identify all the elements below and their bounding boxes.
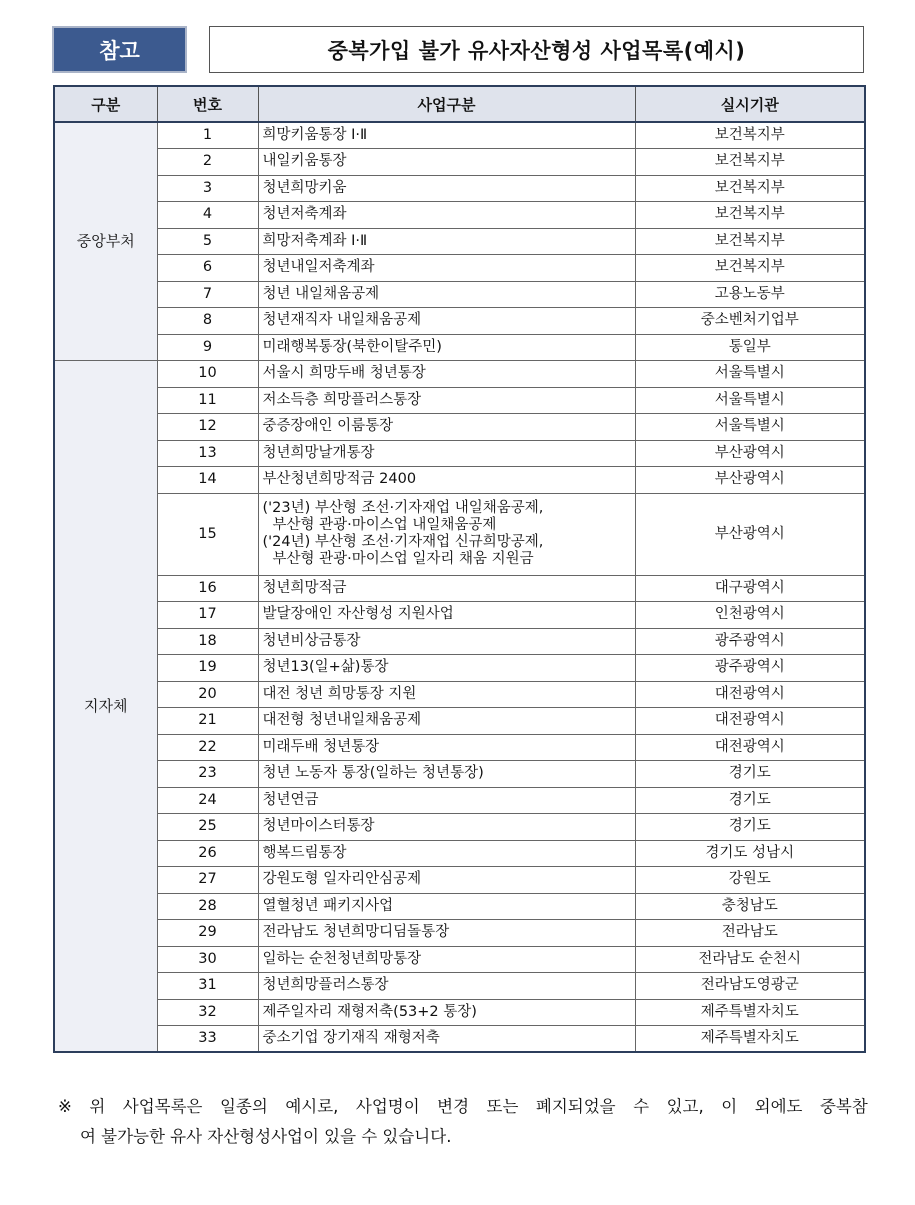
row-number: 25 [157, 814, 258, 841]
agency-name: 경기도 성남시 [635, 840, 865, 867]
table-body [54, 122, 865, 1052]
row-number: 23 [157, 761, 258, 788]
footnote-word: 폐지되었을 [535, 1097, 616, 1116]
table-row [54, 946, 865, 973]
agency-name: 부산광역시 [635, 440, 865, 467]
agency-name: 보건복지부 [635, 228, 865, 255]
program-name: 청년희망적금 [258, 575, 635, 602]
agency-name: 고용노동부 [635, 281, 865, 308]
row-number: 12 [157, 414, 258, 441]
page-header [52, 26, 864, 73]
table-row [54, 149, 865, 176]
agency-name: 서울특별시 [635, 414, 865, 441]
column-header-category: 구분 [54, 86, 157, 122]
row-number: 21 [157, 708, 258, 735]
table-row [54, 761, 865, 788]
footnote-word: 변경 [437, 1097, 470, 1116]
table-row [54, 999, 865, 1026]
row-number: 19 [157, 655, 258, 682]
program-name: 청년저축계좌 [258, 202, 635, 229]
agency-name: 대전광역시 [635, 681, 865, 708]
row-number: 11 [157, 387, 258, 414]
agency-name: 전라남도영광군 [635, 973, 865, 1000]
row-number: 10 [157, 361, 258, 388]
agency-name: 경기도 [635, 814, 865, 841]
row-number: 2 [157, 149, 258, 176]
program-name: 중소기업 장기재직 재형저축 [258, 1026, 635, 1053]
program-name: 강원도형 일자리안심공제 [258, 867, 635, 894]
row-number: 30 [157, 946, 258, 973]
agency-name: 전라남도 순천시 [635, 946, 865, 973]
program-name: 제주일자리 재형저축(53+2 통장) [258, 999, 635, 1026]
agency-name: 광주광역시 [635, 628, 865, 655]
footnote-word: 있고, [666, 1097, 704, 1116]
table-row [54, 493, 865, 575]
agency-name: 제주특별자치도 [635, 999, 865, 1026]
program-name: 청년 노동자 통장(일하는 청년통장) [258, 761, 635, 788]
agency-name: 충청남도 [635, 893, 865, 920]
program-name: 청년희망키움 [258, 175, 635, 202]
footnote-word: ※ [58, 1097, 72, 1116]
table-row [54, 308, 865, 335]
table-row [54, 281, 865, 308]
table-row [54, 973, 865, 1000]
agency-name: 보건복지부 [635, 255, 865, 282]
agency-name: 중소벤처기업부 [635, 308, 865, 335]
row-number: 5 [157, 228, 258, 255]
program-name: 청년희망날개통장 [258, 440, 635, 467]
row-number: 15 [157, 493, 258, 575]
program-name: 대전형 청년내일채움공제 [258, 708, 635, 735]
table-row [54, 361, 865, 388]
column-header-number: 번호 [157, 86, 258, 122]
program-name-line: 부산형 관광·마이스업 일자리 채움 지원금 [272, 551, 534, 567]
program-name: 청년 내일채움공제 [258, 281, 635, 308]
footnote-line-1 [58, 1092, 868, 1122]
row-number: 4 [157, 202, 258, 229]
program-name: 청년13(일+삶)통장 [258, 655, 635, 682]
agency-name: 보건복지부 [635, 175, 865, 202]
table-row [54, 840, 865, 867]
program-name: 전라남도 청년희망디딤돌통장 [258, 920, 635, 947]
row-number: 8 [157, 308, 258, 335]
agency-name: 인천광역시 [635, 602, 865, 629]
table-row [54, 122, 865, 149]
program-name: 미래두배 청년통장 [258, 734, 635, 761]
agency-name: 대구광역시 [635, 575, 865, 602]
program-name: 대전 청년 희망통장 지원 [258, 681, 635, 708]
program-name-line: ('23년) 부산형 조선·기자재업 내일채움공제, [262, 500, 544, 516]
column-header-agency: 실시기관 [635, 86, 865, 122]
agency-name: 경기도 [635, 761, 865, 788]
table-row [54, 787, 865, 814]
program-name: 발달장애인 자산형성 지원사업 [258, 602, 635, 629]
footnote-word: 사업목록은 [122, 1097, 203, 1116]
footnote-word: 수 [633, 1097, 650, 1116]
footnote-word: 중복참 [819, 1097, 868, 1116]
table-row [54, 334, 865, 361]
row-number: 1 [157, 122, 258, 149]
table-row [54, 920, 865, 947]
program-name: 청년마이스터통장 [258, 814, 635, 841]
agency-name: 서울특별시 [635, 387, 865, 414]
agency-name: 보건복지부 [635, 202, 865, 229]
program-name: 희망저축계좌 Ⅰ·Ⅱ [258, 228, 635, 255]
row-number: 17 [157, 602, 258, 629]
page-title: 중복가입 불가 유사자산형성 사업목록(예시) [209, 26, 864, 73]
agency-name: 제주특별자치도 [635, 1026, 865, 1053]
row-number: 18 [157, 628, 258, 655]
program-name: 부산청년희망적금 2400 [258, 467, 635, 494]
row-number: 9 [157, 334, 258, 361]
program-name: 청년희망플러스통장 [258, 973, 635, 1000]
row-number: 20 [157, 681, 258, 708]
agency-name: 부산광역시 [635, 467, 865, 494]
table-row [54, 1026, 865, 1053]
footnote-word: 사업명이 [355, 1097, 420, 1116]
agency-name: 광주광역시 [635, 655, 865, 682]
program-name: 일하는 순천청년희망통장 [258, 946, 635, 973]
program-name: 내일키움통장 [258, 149, 635, 176]
table-row [54, 602, 865, 629]
table-row [54, 655, 865, 682]
row-number: 31 [157, 973, 258, 1000]
table-row [54, 734, 865, 761]
reference-badge: 참고 [52, 26, 187, 73]
row-number: 14 [157, 467, 258, 494]
program-name-line: ('24년) 부산형 조선·기자재업 신규희망공제, [262, 534, 544, 550]
row-number: 3 [157, 175, 258, 202]
category-cell: 중앙부처 [54, 122, 157, 361]
agency-name: 통일부 [635, 334, 865, 361]
table-row [54, 575, 865, 602]
agency-name: 전라남도 [635, 920, 865, 947]
program-name: 저소득층 희망플러스통장 [258, 387, 635, 414]
table-row [54, 628, 865, 655]
agency-name: 대전광역시 [635, 734, 865, 761]
row-number: 32 [157, 999, 258, 1026]
footnote-word: 이 [721, 1097, 738, 1116]
table-header-row [54, 86, 865, 122]
row-number: 26 [157, 840, 258, 867]
row-number: 22 [157, 734, 258, 761]
program-name: 미래행복통장(북한이탈주민) [258, 334, 635, 361]
row-number: 16 [157, 575, 258, 602]
footnote-word: 일종의 [219, 1097, 268, 1116]
footnote-word: 또는 [486, 1097, 519, 1116]
row-number: 13 [157, 440, 258, 467]
column-header-program: 사업구분 [258, 86, 635, 122]
table-row [54, 255, 865, 282]
agency-name: 대전광역시 [635, 708, 865, 735]
table-row [54, 387, 865, 414]
agency-name: 서울특별시 [635, 361, 865, 388]
footnote-word: 예시로, [285, 1097, 339, 1116]
table-row [54, 867, 865, 894]
category-cell: 지자체 [54, 361, 157, 1053]
footnote-line-2: 여 불가능한 유사 자산형성사업이 있을 수 있습니다. [80, 1127, 452, 1146]
table-row [54, 175, 865, 202]
table-row [54, 681, 865, 708]
program-name: 청년연금 [258, 787, 635, 814]
program-name: 행복드림통장 [258, 840, 635, 867]
footnote [58, 1092, 868, 1152]
program-name: 서울시 희망두배 청년통장 [258, 361, 635, 388]
table-row [54, 893, 865, 920]
row-number: 7 [157, 281, 258, 308]
footnote-word: 위 [89, 1097, 106, 1116]
program-name: 청년재직자 내일채움공제 [258, 308, 635, 335]
program-name: 희망키움통장 Ⅰ·Ⅱ [258, 122, 635, 149]
program-table [53, 85, 866, 1053]
agency-name: 보건복지부 [635, 122, 865, 149]
program-name [258, 493, 635, 575]
program-name: 청년내일저축계좌 [258, 255, 635, 282]
row-number: 24 [157, 787, 258, 814]
row-number: 29 [157, 920, 258, 947]
agency-name: 보건복지부 [635, 149, 865, 176]
program-name-line: 부산형 관광·마이스업 내일채움공제 [272, 517, 497, 533]
program-name: 청년비상금통장 [258, 628, 635, 655]
program-name: 중증장애인 이룸통장 [258, 414, 635, 441]
table-row [54, 814, 865, 841]
row-number: 27 [157, 867, 258, 894]
row-number: 33 [157, 1026, 258, 1053]
row-number: 28 [157, 893, 258, 920]
table-row [54, 228, 865, 255]
agency-name: 부산광역시 [635, 493, 865, 575]
agency-name: 강원도 [635, 867, 865, 894]
table-row [54, 414, 865, 441]
agency-name: 경기도 [635, 787, 865, 814]
table-row [54, 202, 865, 229]
row-number: 6 [157, 255, 258, 282]
footnote-word: 외에도 [754, 1097, 803, 1116]
program-name: 열혈청년 패키지사업 [258, 893, 635, 920]
table-row [54, 467, 865, 494]
table-row [54, 440, 865, 467]
table-row [54, 708, 865, 735]
